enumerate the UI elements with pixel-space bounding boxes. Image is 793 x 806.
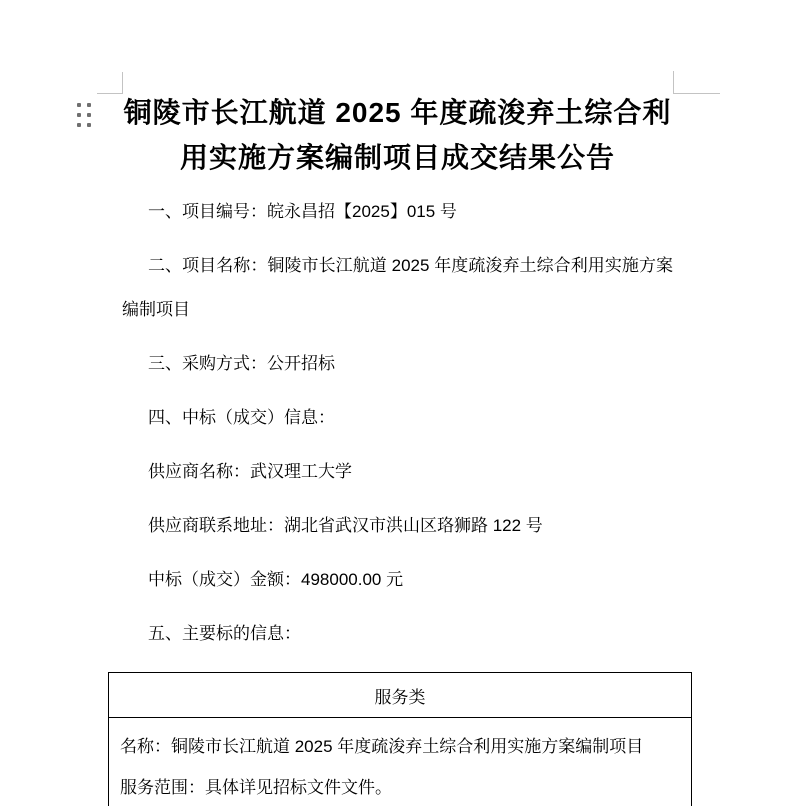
paragraph-project-number: 一、项目编号：皖永昌招【2025】015 号 <box>148 202 457 221</box>
paragraph-subject-info-heading: 五、主要标的信息： <box>148 624 301 643</box>
paragraph-project-name: 二、项目名称：铜陵市长江航道 2025 年度疏浚弃土综合利用实施方案编制项目 <box>122 256 673 319</box>
subject-scope-line: 服务范围：具体详见招标文件文件。 <box>120 778 392 797</box>
text-boundary-corner-mark-top-right <box>673 71 720 94</box>
table-cell-subject-details <box>109 718 692 806</box>
text-boundary-corner-mark-top-left <box>97 72 123 94</box>
subject-info-table <box>108 672 692 806</box>
drag-handle-dot <box>87 113 91 117</box>
table-header-row <box>109 673 692 718</box>
drag-handle-dot <box>87 123 91 127</box>
table-row <box>109 718 692 806</box>
paragraph-award-amount: 中标（成交）金额：498000.00 元 <box>148 570 404 589</box>
table-header-service-category: 服务类 <box>109 673 692 718</box>
document-title: 铜陵市长江航道 2025 年度疏浚弃土综合利用实施方案编制项目成交结果公告 <box>123 97 672 173</box>
drag-handle-dot <box>77 123 81 127</box>
paragraph-procurement-method: 三、采购方式：公开招标 <box>148 354 335 373</box>
subject-name-line: 名称：铜陵市长江航道 2025 年度疏浚弃土综合利用实施方案编制项目 <box>120 737 644 756</box>
paragraph-supplier-name: 供应商名称：武汉理工大学 <box>148 462 352 481</box>
document-text-area <box>122 0 673 806</box>
drag-handle-dot <box>87 103 91 107</box>
paragraph-supplier-address: 供应商联系地址：湖北省武汉市洪山区珞狮路 122 号 <box>148 516 543 535</box>
drag-handle-icon[interactable] <box>77 103 91 127</box>
drag-handle-dot <box>77 103 81 107</box>
drag-handle-dot <box>77 113 81 117</box>
paragraph-award-info-heading: 四、中标（成交）信息： <box>148 408 335 427</box>
